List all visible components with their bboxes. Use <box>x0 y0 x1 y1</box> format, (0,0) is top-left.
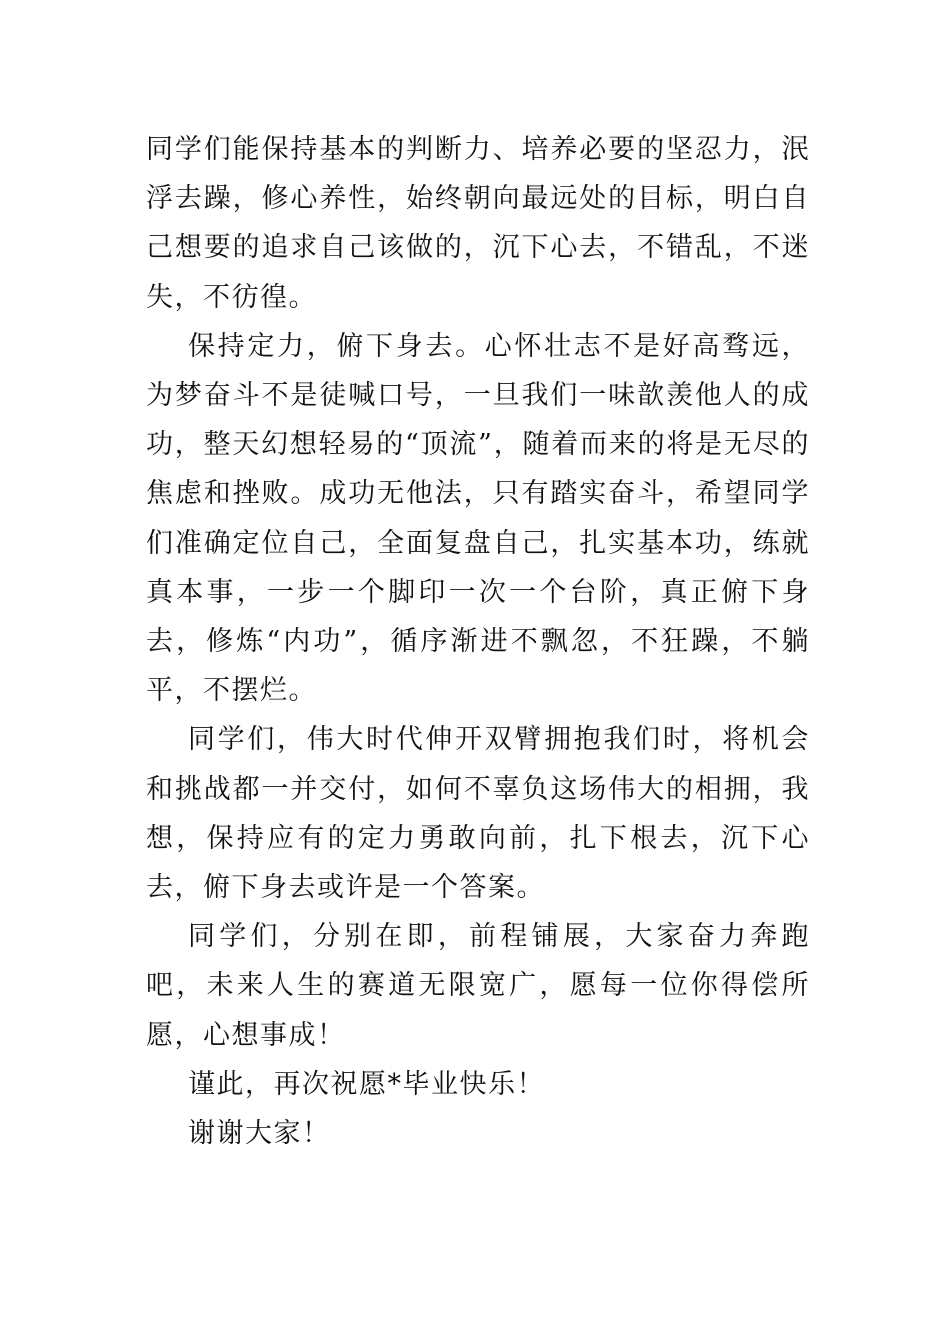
paragraph-great-era: 同学们，伟大时代伸开双臂拥抱我们时，将机会和挑战都一并交付，如何不辜负这场伟大的相拥，我想，保持应有的定力勇敢向前，扎下根去，沉下心去，俯下身去或许是一个答案。 <box>146 724 810 904</box>
paragraph-farewell: 同学们，分别在即，前程铺展，大家奋力奔跑吧，未来人生的赛道无限宽广，愿每一位你得偿所愿，心想事成！ <box>146 921 810 1051</box>
paragraph-thanks: 谢谢大家！ <box>188 1118 331 1150</box>
paragraph-continued: 同学们能保持基本的判断力、培养必要的坚忍力，泯浮去躁，修心养性，始终朝向最远处的目标，明白自己想要的追求自己该做的，沉下心去，不错乱，不迷失，不彷徨。 <box>146 134 810 313</box>
document-page <box>146 125 810 1158</box>
paragraph-congratulations: 谨此，再次祝愿*毕业快乐！ <box>188 1068 545 1100</box>
paragraph-stay-focused: 保持定力，俯下身去。心怀壮志不是好高骛远，为梦奋斗不是徒喊口号，一旦我们一味歆羡他人的成功，整天幻想轻易的“顶流”，随着而来的将是无尽的焦虑和挫败。成功无他法，只有踏实奋斗，希望同学们准确定位自己，全面复盘自己，扎实基本功，练就真本事，一步一个脚印一次一个台阶，真正俯下身去，修炼“内功”，循序渐进不飘忽，不狂躁，不躺平，不摆烂。 <box>146 330 810 707</box>
